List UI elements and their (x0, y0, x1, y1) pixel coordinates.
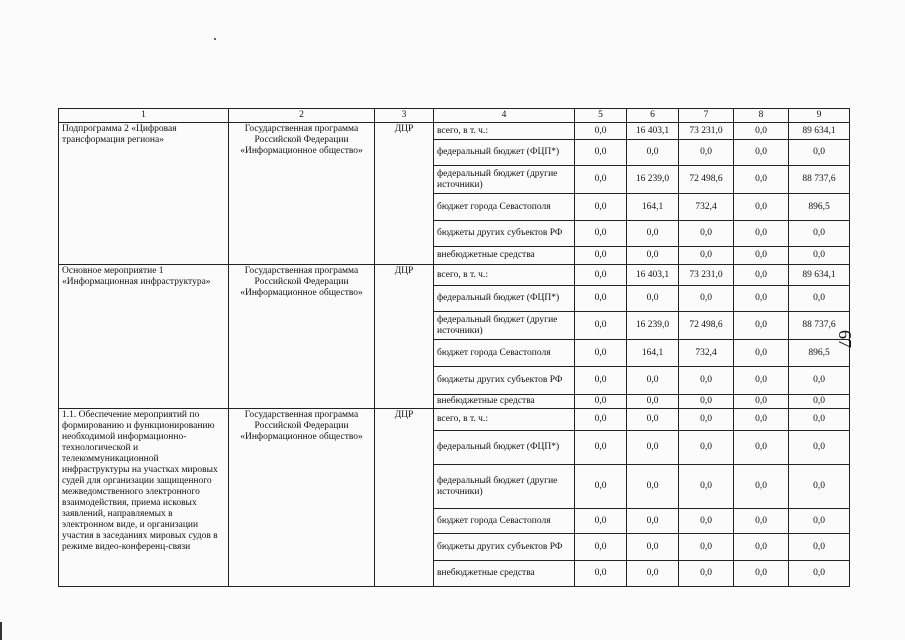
value-cell: 0,0 (734, 340, 789, 367)
total-cell: 0,0 (789, 247, 850, 265)
program-name: Государственная программа Российской Федерации «Информационное общество» (229, 409, 375, 587)
section-name: Основное мероприятие 1 «Информационная инфраструктура» (59, 265, 229, 409)
executor: ДЦР (375, 123, 434, 265)
total-cell: 0,0 (789, 561, 850, 587)
value-cell: 0,0 (734, 509, 789, 534)
value-cell: 0,0 (575, 123, 627, 140)
value-cell: 0,0 (734, 247, 789, 265)
col-header: 9 (789, 109, 850, 123)
funding-source: бюджет города Севастополя (434, 194, 575, 221)
value-cell: 0,0 (575, 265, 627, 286)
value-cell: 164,1 (627, 340, 679, 367)
funding-source: федеральный бюджет (другие источники) (434, 312, 575, 340)
scan-speck (214, 38, 216, 40)
value-cell: 0,0 (575, 312, 627, 340)
value-cell: 16 403,1 (627, 265, 679, 286)
executor: ДЦР (375, 409, 434, 587)
section-name: 1.1. Обеспечение мероприятий по формированию и функционированию необходимой информационно-технологической и телекоммуникационной инфраструктуры на участках мировых судей для организации защищенного межведомственного электронного взаимодействия, приема исковых заявлений, направляемых в электронном виде, и организации участия в заседаниях мировых судов в режиме видео-конференц-связи (59, 409, 229, 587)
value-cell: 0,0 (679, 367, 734, 395)
col-header: 1 (59, 109, 229, 123)
header-row (59, 109, 850, 123)
value-cell: 0,0 (575, 367, 627, 395)
funding-source: всего, в т. ч.: (434, 409, 575, 431)
value-cell: 0,0 (627, 431, 679, 465)
funding-source: бюджеты других субъектов РФ (434, 534, 575, 561)
value-cell: 0,0 (734, 140, 789, 166)
value-cell: 0,0 (627, 247, 679, 265)
value-cell: 0,0 (734, 286, 789, 312)
value-cell: 0,0 (734, 431, 789, 465)
value-cell: 0,0 (734, 395, 789, 409)
value-cell: 0,0 (575, 286, 627, 312)
value-cell: 732,4 (679, 340, 734, 367)
funding-source: бюджет города Севастополя (434, 340, 575, 367)
value-cell: 16 239,0 (627, 312, 679, 340)
funding-source: федеральный бюджет (ФЦП*) (434, 140, 575, 166)
total-cell: 0,0 (789, 140, 850, 166)
funding-source: федеральный бюджет (другие источники) (434, 465, 575, 509)
total-cell: 88 737,6 (789, 312, 850, 340)
total-cell: 0,0 (789, 395, 850, 409)
value-cell: 0,0 (627, 409, 679, 431)
funding-source: бюджеты других субъектов РФ (434, 367, 575, 395)
total-cell: 0,0 (789, 509, 850, 534)
col-header: 8 (734, 109, 789, 123)
value-cell: 16 239,0 (627, 166, 679, 194)
col-header: 6 (627, 109, 679, 123)
value-cell: 0,0 (679, 409, 734, 431)
funding-source: внебюджетные средства (434, 561, 575, 587)
value-cell: 0,0 (627, 465, 679, 509)
value-cell: 0,0 (627, 367, 679, 395)
value-cell: 0,0 (575, 534, 627, 561)
funding-source: федеральный бюджет (ФЦП*) (434, 286, 575, 312)
total-cell: 896,5 (789, 194, 850, 221)
col-header: 7 (679, 109, 734, 123)
value-cell: 0,0 (575, 194, 627, 221)
total-cell: 89 634,1 (789, 265, 850, 286)
funding-source: бюджет города Севастополя (434, 509, 575, 534)
value-cell: 0,0 (734, 265, 789, 286)
value-cell: 0,0 (575, 465, 627, 509)
value-cell: 0,0 (679, 431, 734, 465)
funding-table (58, 108, 850, 587)
table-row (59, 409, 850, 431)
total-cell: 0,0 (789, 409, 850, 431)
value-cell: 0,0 (679, 465, 734, 509)
value-cell: 0,0 (679, 509, 734, 534)
page-number: 67 (835, 330, 855, 348)
col-header: 4 (434, 109, 575, 123)
value-cell: 0,0 (575, 340, 627, 367)
funding-source: бюджеты других субъектов РФ (434, 221, 575, 247)
value-cell: 0,0 (575, 409, 627, 431)
total-cell: 0,0 (789, 221, 850, 247)
value-cell: 0,0 (627, 286, 679, 312)
value-cell: 0,0 (575, 221, 627, 247)
value-cell: 0,0 (679, 140, 734, 166)
value-cell: 73 231,0 (679, 265, 734, 286)
value-cell: 0,0 (734, 561, 789, 587)
scan-edge-mark (0, 622, 2, 640)
funding-source: всего, в т. ч.: (434, 265, 575, 286)
funding-source: федеральный бюджет (другие источники) (434, 166, 575, 194)
value-cell: 0,0 (627, 534, 679, 561)
value-cell: 0,0 (575, 431, 627, 465)
value-cell: 0,0 (734, 123, 789, 140)
total-cell: 0,0 (789, 367, 850, 395)
value-cell: 72 498,6 (679, 166, 734, 194)
section-name: Подпрограмма 2 «Цифровая трансформация региона» (59, 123, 229, 265)
value-cell: 0,0 (575, 247, 627, 265)
col-header: 2 (229, 109, 375, 123)
value-cell: 0,0 (627, 561, 679, 587)
value-cell: 16 403,1 (627, 123, 679, 140)
value-cell: 0,0 (627, 221, 679, 247)
value-cell: 0,0 (679, 221, 734, 247)
total-cell: 0,0 (789, 534, 850, 561)
program-name: Государственная программа Российской Федерации «Информационное общество» (229, 123, 375, 265)
executor: ДЦР (375, 265, 434, 409)
col-header: 5 (575, 109, 627, 123)
program-name: Государственная программа Российской Федерации «Информационное общество» (229, 265, 375, 409)
value-cell: 0,0 (734, 367, 789, 395)
value-cell: 732,4 (679, 194, 734, 221)
value-cell: 0,0 (679, 561, 734, 587)
value-cell: 0,0 (734, 409, 789, 431)
total-cell: 0,0 (789, 431, 850, 465)
funding-source: федеральный бюджет (ФЦП*) (434, 431, 575, 465)
value-cell: 0,0 (575, 395, 627, 409)
value-cell: 0,0 (734, 221, 789, 247)
value-cell: 0,0 (734, 465, 789, 509)
total-cell: 0,0 (789, 465, 850, 509)
value-cell: 0,0 (575, 509, 627, 534)
value-cell: 0,0 (734, 312, 789, 340)
value-cell: 0,0 (627, 509, 679, 534)
total-cell: 88 737,6 (789, 166, 850, 194)
value-cell: 0,0 (679, 534, 734, 561)
value-cell: 0,0 (679, 286, 734, 312)
value-cell: 0,0 (627, 395, 679, 409)
table-row (59, 265, 850, 286)
col-header: 3 (375, 109, 434, 123)
total-cell: 0,0 (789, 286, 850, 312)
value-cell: 73 231,0 (679, 123, 734, 140)
value-cell: 72 498,6 (679, 312, 734, 340)
funding-source: внебюджетные средства (434, 247, 575, 265)
value-cell: 0,0 (734, 194, 789, 221)
value-cell: 164,1 (627, 194, 679, 221)
funding-source: внебюджетные средства (434, 395, 575, 409)
value-cell: 0,0 (627, 140, 679, 166)
total-cell: 896,5 (789, 340, 850, 367)
funding-source: всего, в т. ч.: (434, 123, 575, 140)
total-cell: 89 634,1 (789, 123, 850, 140)
value-cell: 0,0 (575, 140, 627, 166)
value-cell: 0,0 (575, 166, 627, 194)
value-cell: 0,0 (734, 534, 789, 561)
table-row (59, 123, 850, 140)
value-cell: 0,0 (679, 247, 734, 265)
value-cell: 0,0 (679, 395, 734, 409)
value-cell: 0,0 (575, 561, 627, 587)
value-cell: 0,0 (734, 166, 789, 194)
